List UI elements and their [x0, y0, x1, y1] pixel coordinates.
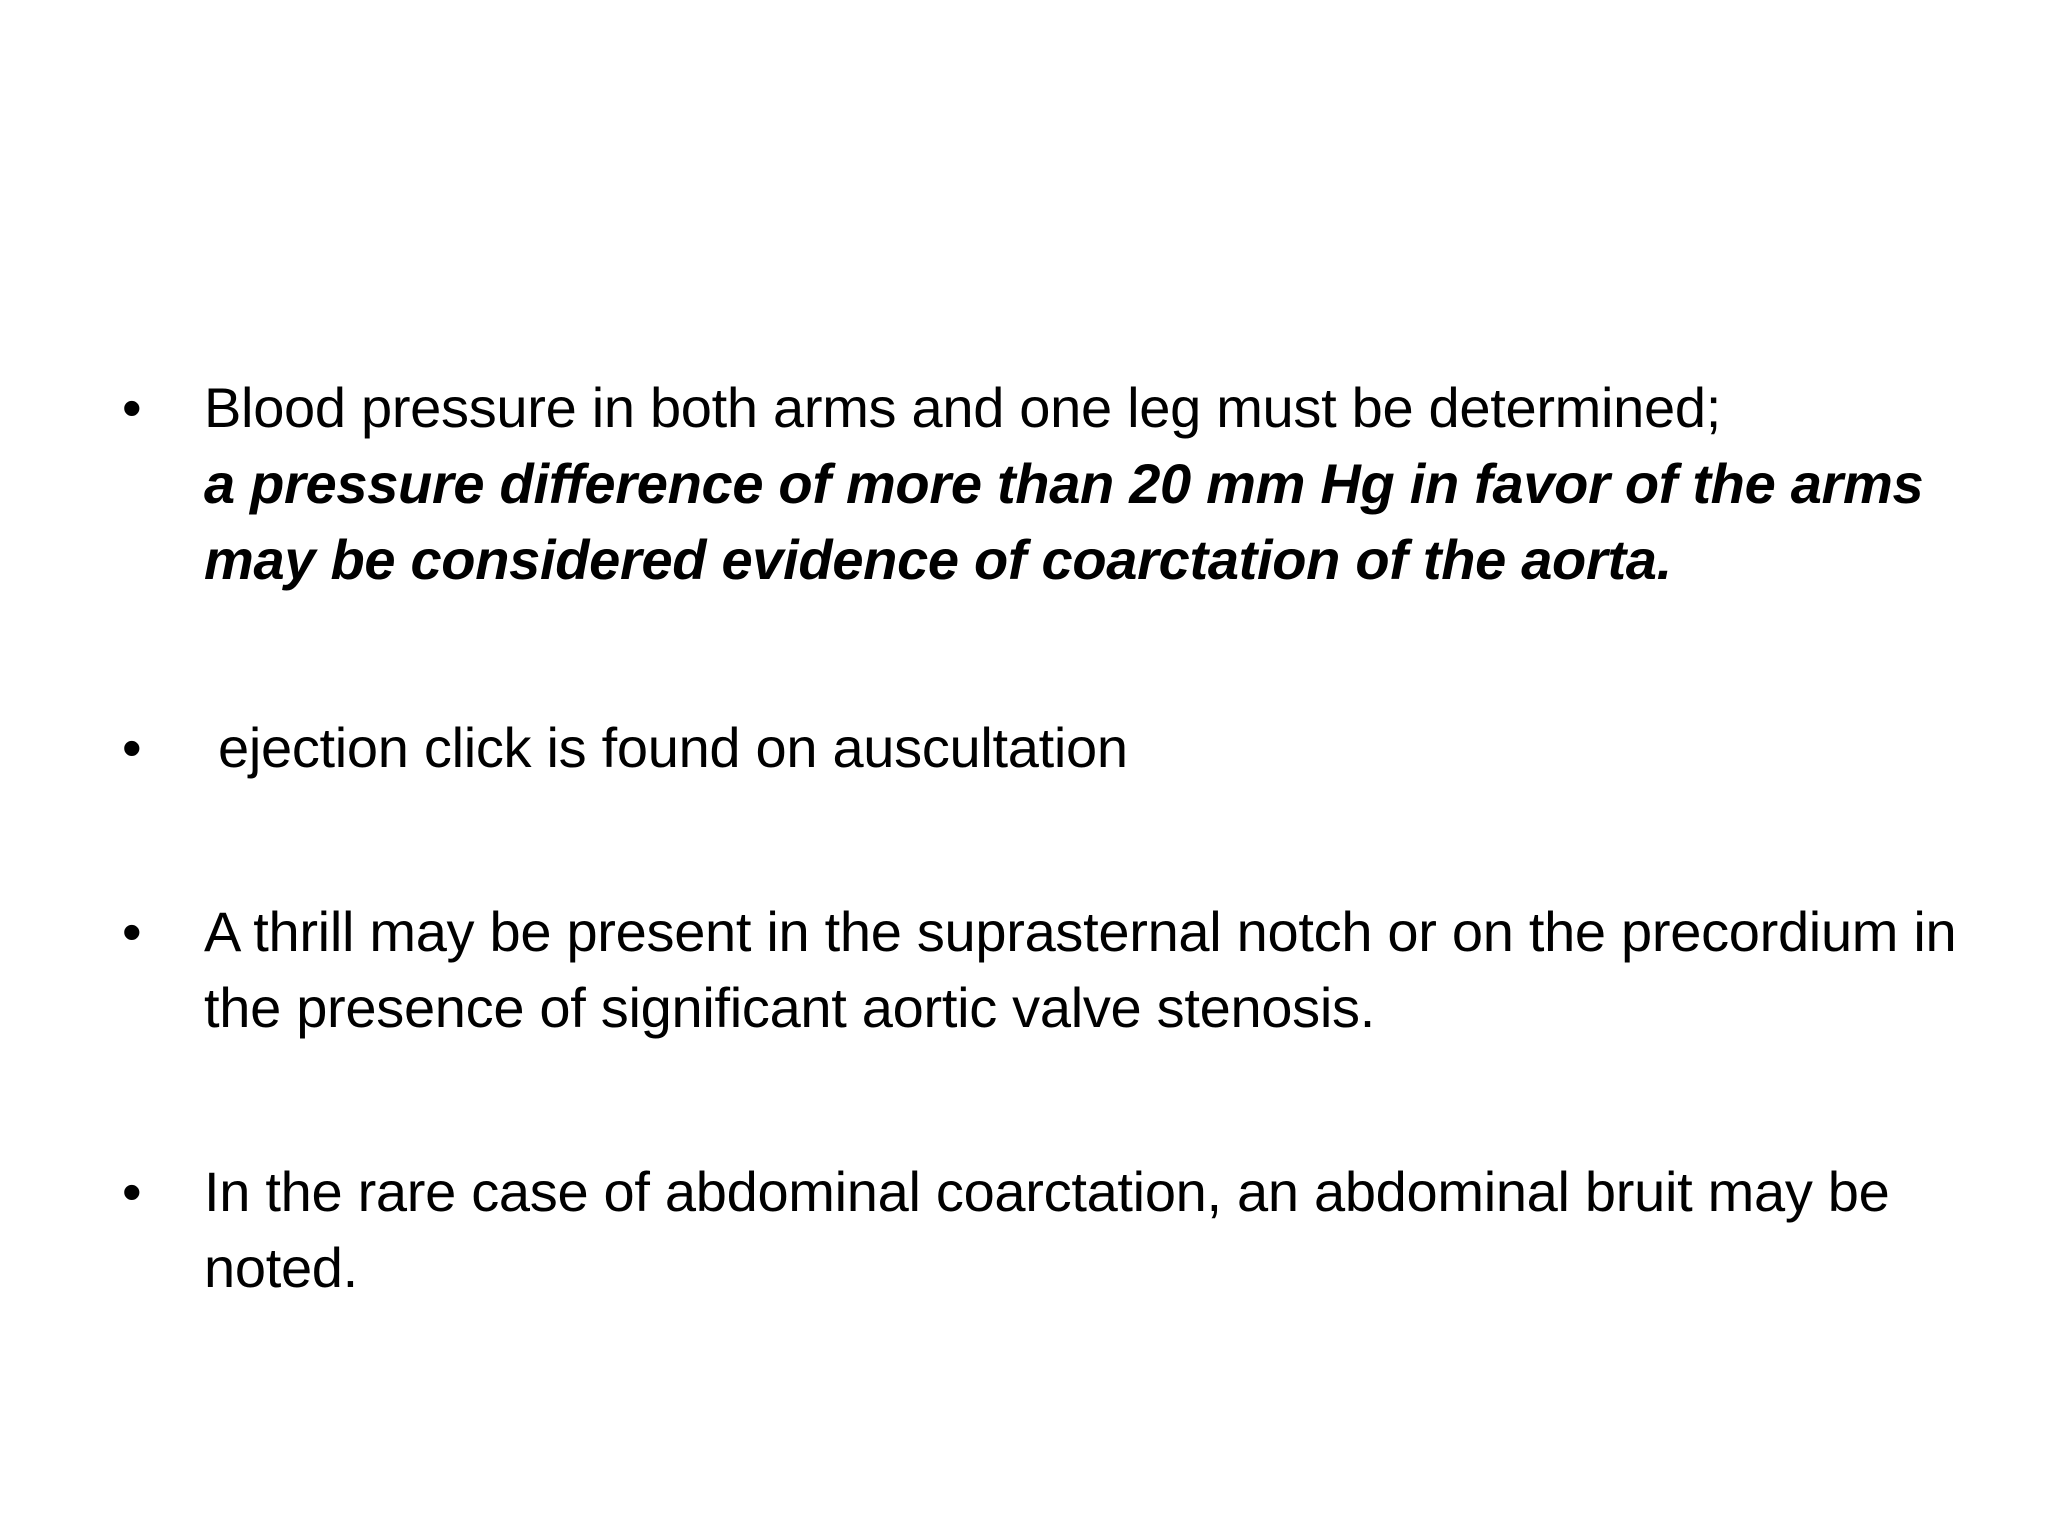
bullet-icon: • [122, 900, 142, 963]
bullet-text: A thrill may be present in the suprasternal notch or on the precordium in the presence of significant aortic valve stenosis. [204, 900, 1957, 1039]
bullet-text: Blood pressure in both arms and one leg must be determined; [204, 376, 1721, 439]
bullet-icon: • [122, 1160, 142, 1223]
bullet-item-blood-pressure [120, 370, 1960, 598]
bullet-emphasis-text: a pressure difference of more than 20 mm Hg in favor of the arms may be considered evidence of coarctation of the aorta. [204, 452, 1924, 591]
bullet-text: ejection click is found on auscultation [218, 716, 1128, 779]
bullet-item-thrill [120, 894, 1960, 1046]
bullet-list [120, 370, 1960, 1306]
bullet-icon: • [122, 716, 142, 779]
bullet-text: In the rare case of abdominal coarctation, an abdominal bruit may be noted. [204, 1160, 1890, 1299]
bullet-icon: • [122, 376, 142, 439]
bullet-item-abdominal-bruit [120, 1154, 1960, 1306]
bullet-item-ejection-click [120, 710, 1960, 786]
